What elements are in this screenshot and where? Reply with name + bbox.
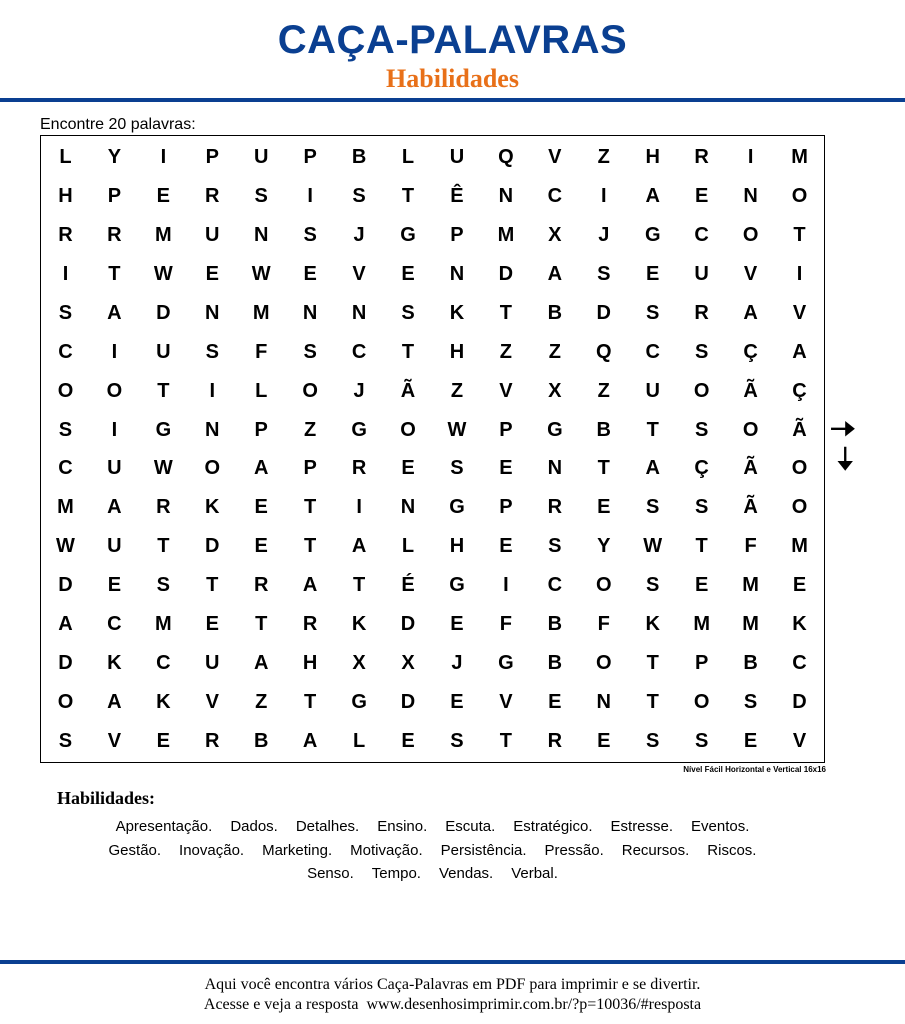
grid-cell[interactable]: E: [303, 263, 317, 286]
grid-cell[interactable]: O: [204, 457, 221, 480]
grid-cell[interactable]: J: [353, 379, 365, 402]
grid-cell[interactable]: E: [205, 612, 219, 635]
grid-cell[interactable]: T: [646, 418, 659, 441]
grid-cell[interactable]: O: [106, 379, 123, 402]
grid-cell[interactable]: Ã: [792, 418, 807, 441]
grid-cell[interactable]: B: [547, 651, 563, 674]
word-list-item: Senso.: [307, 865, 354, 882]
grid-cell[interactable]: M: [742, 574, 759, 597]
grid-cell[interactable]: S: [205, 340, 219, 363]
grid-cell[interactable]: G: [547, 418, 563, 441]
grid-cell[interactable]: R: [205, 185, 220, 208]
grid-cell[interactable]: S: [58, 729, 73, 752]
grid-cell[interactable]: P: [303, 457, 317, 480]
grid-cell[interactable]: E: [499, 457, 513, 480]
grid-cell[interactable]: T: [597, 457, 610, 480]
level-label: Nível Fácil Horizontal e Vertical 16x16: [683, 765, 826, 774]
grid-cell[interactable]: T: [304, 535, 317, 558]
word-list-item: Motivação.: [350, 841, 423, 859]
grid-cell[interactable]: I: [356, 496, 362, 519]
grid-cell[interactable]: E: [205, 263, 219, 286]
word-list-item: Eventos.: [691, 818, 750, 835]
grid-cell[interactable]: T: [304, 496, 317, 519]
grid-cell[interactable]: O: [400, 418, 416, 441]
grid-cell[interactable]: T: [157, 535, 170, 558]
grid-cell[interactable]: S: [450, 457, 464, 480]
grid-cell[interactable]: A: [792, 340, 807, 363]
grid-cell[interactable]: M: [155, 612, 172, 635]
grid-cell[interactable]: A: [253, 457, 269, 480]
grid-cell[interactable]: C: [694, 224, 709, 247]
footer: [0, 975, 905, 1015]
grid-cell[interactable]: R: [302, 612, 318, 635]
grid-cell[interactable]: F: [597, 612, 610, 635]
grid-cell[interactable]: S: [646, 574, 660, 597]
grid-cell[interactable]: A: [253, 651, 269, 674]
grid-cell[interactable]: E: [254, 535, 268, 558]
grid-cell[interactable]: E: [597, 729, 611, 752]
grid-cell[interactable]: R: [694, 146, 709, 169]
grid-cell[interactable]: Z: [597, 379, 610, 402]
grid-cell[interactable]: Ã: [743, 379, 758, 402]
grid-cell[interactable]: G: [644, 224, 661, 247]
grid-cell[interactable]: É: [401, 574, 415, 597]
grid-cell[interactable]: O: [742, 418, 759, 441]
grid-cell[interactable]: O: [57, 690, 74, 713]
grid-cell[interactable]: C: [645, 340, 660, 363]
grid-cell[interactable]: Z: [597, 146, 610, 169]
grid-cell[interactable]: V: [205, 690, 219, 713]
grid-cell[interactable]: P: [205, 146, 219, 169]
word-list-row: [40, 839, 825, 863]
word-list-item: Vendas.: [438, 865, 494, 882]
grid-cell[interactable]: E: [597, 496, 611, 519]
grid-cell[interactable]: F: [744, 535, 757, 558]
grid-cell[interactable]: A: [351, 535, 367, 558]
grid-cell[interactable]: L: [255, 379, 268, 402]
grid-cell[interactable]: T: [499, 729, 513, 752]
grid-cell[interactable]: A: [645, 185, 660, 208]
grid-cell[interactable]: R: [547, 729, 563, 752]
grid-cell[interactable]: Ç: [694, 457, 709, 480]
grid-cell[interactable]: G: [449, 496, 465, 519]
grid-cell[interactable]: R: [351, 457, 367, 480]
grid-cell[interactable]: T: [646, 690, 659, 713]
grid-cell[interactable]: A: [645, 457, 660, 480]
word-list-item: Riscos.: [707, 841, 757, 859]
word-list-item: Detalhes.: [295, 818, 360, 835]
word-list-item: Persistência.: [440, 841, 527, 859]
grid-cell[interactable]: W: [153, 263, 173, 286]
grid-cell[interactable]: C: [107, 612, 122, 635]
grid-cell[interactable]: B: [547, 612, 563, 635]
grid-cell[interactable]: V: [743, 263, 758, 286]
grid-cell[interactable]: D: [58, 651, 73, 674]
grid-cell[interactable]: I: [503, 574, 509, 597]
grid-cell[interactable]: D: [792, 690, 807, 713]
grid-cell[interactable]: Y: [107, 146, 122, 169]
grid-cell[interactable]: S: [548, 535, 562, 558]
word-list-item: Tempo.: [371, 865, 421, 882]
grid-cell[interactable]: L: [352, 729, 366, 752]
word-list-item: Estratégico.: [513, 818, 593, 835]
grid-cell[interactable]: P: [499, 496, 513, 519]
word-list-item: Dados.: [230, 818, 278, 835]
grid-cell[interactable]: V: [352, 263, 366, 286]
grid-cell[interactable]: W: [251, 263, 271, 286]
grid-cell[interactable]: E: [694, 574, 709, 597]
grid-cell[interactable]: P: [499, 418, 513, 441]
grid-cell[interactable]: E: [156, 185, 171, 208]
grid-cell[interactable]: U: [156, 340, 171, 363]
grid-cell[interactable]: G: [498, 651, 514, 674]
grid-cell[interactable]: D: [498, 263, 514, 286]
word-list-item: Marketing.: [262, 841, 333, 859]
grid-cell[interactable]: A: [58, 612, 73, 635]
grid-cell[interactable]: R: [547, 496, 563, 519]
grid-cell[interactable]: R: [694, 301, 709, 324]
grid-cell[interactable]: D: [400, 612, 416, 635]
arrow-down-icon: 🠣: [837, 443, 854, 476]
grid-cell[interactable]: G: [449, 574, 465, 597]
grid-cell[interactable]: H: [449, 535, 465, 558]
grid-cell[interactable]: E: [792, 574, 807, 597]
bottom-divider: [0, 960, 905, 964]
grid-cell[interactable]: T: [304, 690, 317, 713]
grid-cell[interactable]: E: [450, 690, 464, 713]
grid-cell[interactable]: X: [548, 224, 562, 247]
grid-cell[interactable]: K: [449, 301, 465, 324]
grid-cell[interactable]: Y: [597, 535, 611, 558]
grid-cell[interactable]: M: [155, 224, 172, 247]
grid-cell[interactable]: S: [743, 690, 758, 713]
grid-cell[interactable]: Ç: [792, 379, 807, 402]
grid-cell[interactable]: V: [792, 729, 807, 752]
grid-cell[interactable]: W: [447, 418, 467, 441]
grid-cell[interactable]: U: [107, 535, 122, 558]
grid-cell[interactable]: P: [254, 418, 268, 441]
grid-cell[interactable]: B: [596, 418, 611, 441]
grid-cell[interactable]: W: [56, 535, 75, 558]
grid-cell[interactable]: F: [255, 340, 268, 363]
grid-cell[interactable]: Ã: [400, 379, 416, 402]
grid-cell[interactable]: L: [59, 146, 72, 169]
grid-cell[interactable]: S: [694, 340, 709, 363]
grid-cell[interactable]: D: [596, 301, 611, 324]
grid-cell[interactable]: N: [449, 263, 465, 286]
grid-cell[interactable]: S: [303, 340, 317, 363]
grid-cell[interactable]: A: [743, 301, 758, 324]
word-list-item: Ensino.: [377, 818, 428, 835]
grid-cell[interactable]: N: [596, 690, 611, 713]
grid-cell[interactable]: V: [107, 729, 122, 752]
page-title: CAÇA-PALAVRAS: [277, 18, 628, 62]
grid-cell[interactable]: O: [596, 651, 612, 674]
grid-cell[interactable]: O: [791, 496, 808, 519]
grid-cell[interactable]: C: [351, 340, 367, 363]
grid-cell[interactable]: W: [153, 457, 173, 480]
footer-line-1: Aqui você encontra vários Caça-Palavras em PDF para imprimir e se divertir.: [204, 976, 701, 993]
word-list: [40, 815, 825, 886]
grid-cell[interactable]: C: [156, 651, 171, 674]
grid-cell[interactable]: I: [747, 146, 754, 169]
grid-cell[interactable]: M: [57, 496, 74, 519]
grid-cell[interactable]: K: [205, 496, 220, 519]
grid-cell[interactable]: E: [646, 263, 660, 286]
grid-cell[interactable]: K: [107, 651, 122, 674]
grid-cell[interactable]: T: [695, 535, 708, 558]
grid-cell[interactable]: H: [302, 651, 318, 674]
grid-cell[interactable]: N: [743, 185, 758, 208]
grid-cell[interactable]: F: [499, 612, 513, 635]
grid-cell[interactable]: N: [547, 457, 563, 480]
grid-cell[interactable]: G: [351, 690, 367, 713]
grid-cell[interactable]: S: [597, 263, 611, 286]
grid-cell[interactable]: K: [351, 612, 367, 635]
grid-cell[interactable]: S: [694, 729, 709, 752]
grid-cell[interactable]: I: [111, 340, 118, 363]
grid-cell[interactable]: C: [58, 457, 73, 480]
grid-cell[interactable]: G: [351, 418, 367, 441]
grid-cell[interactable]: Ç: [743, 340, 758, 363]
grid-cell[interactable]: U: [205, 651, 220, 674]
grid-cell[interactable]: S: [58, 301, 73, 324]
grid-cell[interactable]: U: [694, 263, 709, 286]
word-list-item: Verbal.: [511, 865, 558, 882]
grid-cell[interactable]: T: [255, 612, 268, 635]
grid-cell[interactable]: S: [58, 418, 73, 441]
word-list-item: Gestão.: [108, 841, 162, 859]
grid-cell[interactable]: T: [401, 340, 415, 363]
grid-cell[interactable]: S: [156, 574, 171, 597]
grid-cell[interactable]: Q: [498, 146, 514, 169]
grid-cell[interactable]: J: [451, 651, 463, 674]
grid-cell[interactable]: T: [352, 574, 366, 597]
word-list-item: Escuta.: [445, 818, 496, 835]
grid-cell[interactable]: S: [646, 729, 660, 752]
grid-cell[interactable]: M: [791, 146, 808, 169]
grid-cell[interactable]: X: [548, 379, 562, 402]
grid-cell[interactable]: A: [107, 301, 122, 324]
grid-cell[interactable]: P: [303, 146, 317, 169]
grid-cell[interactable]: U: [449, 146, 465, 169]
grid-cell[interactable]: M: [791, 535, 808, 558]
grid-cell[interactable]: J: [598, 224, 610, 247]
top-divider: [0, 98, 905, 102]
grid-cell[interactable]: G: [400, 224, 416, 247]
grid-cell[interactable]: Z: [304, 418, 317, 441]
grid-cell[interactable]: A: [107, 496, 122, 519]
grid-cell[interactable]: K: [645, 612, 660, 635]
grid-cell[interactable]: I: [307, 185, 313, 208]
grid-cell[interactable]: I: [209, 379, 216, 402]
page-subtitle: Habilidades: [386, 64, 519, 93]
grid-cell[interactable]: B: [547, 301, 563, 324]
grid-cell[interactable]: Ã: [743, 457, 758, 480]
grid-cell[interactable]: O: [57, 379, 74, 402]
footer-line-2: Acesse e veja a resposta www.desenhosimprimir.com.br/?p=10036/#resposta: [203, 996, 702, 1013]
word-list-item: Pressão.: [544, 841, 604, 859]
grid-cell[interactable]: I: [62, 263, 69, 286]
grid-cell[interactable]: P: [694, 651, 709, 674]
grid-cell[interactable]: R: [205, 729, 220, 752]
grid-cell[interactable]: O: [791, 457, 808, 480]
grid-cell[interactable]: A: [302, 574, 318, 597]
grid-cell[interactable]: S: [694, 418, 709, 441]
word-search-grid: [40, 135, 825, 763]
grid-cell[interactable]: O: [693, 690, 710, 713]
grid-cell[interactable]: V: [499, 379, 513, 402]
grid-cell[interactable]: X: [352, 651, 366, 674]
grid-cell[interactable]: G: [155, 418, 172, 441]
grid-cell[interactable]: C: [792, 651, 807, 674]
grid-cell[interactable]: N: [400, 496, 416, 519]
grid-cell[interactable]: T: [157, 379, 170, 402]
grid-cell[interactable]: S: [450, 729, 464, 752]
grid-cell[interactable]: E: [401, 457, 415, 480]
grid-cell[interactable]: O: [596, 574, 612, 597]
grid-cell[interactable]: B: [351, 146, 367, 169]
grid-cell[interactable]: R: [58, 224, 73, 247]
grid-cell[interactable]: H: [449, 340, 465, 363]
word-list-item: Estresse.: [610, 818, 674, 835]
grid-cell[interactable]: K: [156, 690, 171, 713]
grid-cell[interactable]: D: [156, 301, 171, 324]
grid-cell[interactable]: H: [58, 185, 73, 208]
grid-cell[interactable]: S: [646, 301, 660, 324]
grid-cell[interactable]: M: [252, 301, 270, 324]
grid-cell[interactable]: M: [497, 224, 515, 247]
grid-cell[interactable]: Ê: [450, 185, 464, 208]
grid-cell[interactable]: N: [253, 224, 269, 247]
grid-cell[interactable]: R: [156, 496, 171, 519]
grid-cell[interactable]: R: [253, 574, 269, 597]
word-list-title: Habilidades:: [57, 788, 156, 808]
grid-cell[interactable]: E: [743, 729, 758, 752]
grid-cell[interactable]: O: [302, 379, 318, 402]
grid-cell[interactable]: S: [254, 185, 268, 208]
grid-cell[interactable]: N: [302, 301, 318, 324]
grid-cell[interactable]: D: [58, 574, 73, 597]
grid-cell[interactable]: A: [302, 729, 318, 752]
grid-cell[interactable]: E: [450, 612, 464, 635]
grid-cell[interactable]: S: [401, 301, 415, 324]
grid-cell[interactable]: O: [791, 185, 808, 208]
grid-cell[interactable]: I: [601, 185, 607, 208]
grid-cell[interactable]: Q: [596, 340, 612, 363]
grid-cell[interactable]: P: [450, 224, 464, 247]
grid-cell[interactable]: L: [401, 535, 415, 558]
grid-cell[interactable]: Z: [499, 340, 513, 363]
grid-cell[interactable]: D: [205, 535, 220, 558]
grid-cell[interactable]: Z: [548, 340, 561, 363]
grid-cell[interactable]: C: [547, 185, 563, 208]
grid-cell[interactable]: E: [254, 496, 268, 519]
word-list-item: Recursos.: [621, 841, 690, 859]
word-list-item: Inovação.: [179, 841, 245, 859]
grid-cell[interactable]: N: [205, 301, 220, 324]
grid-cell[interactable]: S: [646, 496, 660, 519]
grid-cell[interactable]: I: [160, 146, 167, 169]
grid-cell[interactable]: K: [792, 612, 807, 635]
grid-cell[interactable]: E: [694, 185, 709, 208]
grid-cell[interactable]: M: [742, 612, 759, 635]
grid-cell[interactable]: V: [548, 146, 562, 169]
grid-cell[interactable]: V: [499, 690, 513, 713]
grid-cell[interactable]: I: [111, 418, 118, 441]
grid-cell[interactable]: T: [793, 224, 806, 247]
grid-cell[interactable]: N: [351, 301, 367, 324]
grid-cell[interactable]: T: [108, 263, 121, 286]
grid-cell[interactable]: S: [303, 224, 317, 247]
grid-cell[interactable]: E: [401, 263, 415, 286]
grid-cell[interactable]: U: [645, 379, 660, 402]
grid-cell[interactable]: P: [107, 185, 122, 208]
grid-cell[interactable]: H: [645, 146, 660, 169]
grid-cell[interactable]: E: [156, 729, 171, 752]
word-list-item: Apresentação.: [115, 818, 213, 835]
grid-cell[interactable]: E: [499, 535, 513, 558]
grid-cell[interactable]: E: [401, 729, 415, 752]
grid-cell[interactable]: N: [498, 185, 514, 208]
grid-cell[interactable]: U: [205, 224, 220, 247]
grid-cell[interactable]: E: [107, 574, 122, 597]
grid-cell[interactable]: T: [646, 651, 659, 674]
grid-cell[interactable]: Z: [255, 690, 268, 713]
grid-cell[interactable]: S: [694, 496, 709, 519]
grid-cell[interactable]: D: [400, 690, 416, 713]
grid-cell[interactable]: U: [107, 457, 122, 480]
grid-cell[interactable]: N: [205, 418, 220, 441]
grid-cell[interactable]: A: [547, 263, 563, 286]
grid-cell[interactable]: V: [792, 301, 807, 324]
grid-cell[interactable]: J: [353, 224, 365, 247]
grid-cell[interactable]: C: [547, 574, 563, 597]
grid-cell[interactable]: B: [743, 651, 758, 674]
grid-cell[interactable]: Z: [450, 379, 464, 402]
grid-cell[interactable]: Ã: [743, 496, 758, 519]
grid-cell[interactable]: O: [742, 224, 759, 247]
grid-cell[interactable]: W: [643, 535, 663, 558]
grid-cell[interactable]: B: [253, 729, 269, 752]
grid-cell[interactable]: U: [253, 146, 269, 169]
word-list-row: [40, 862, 825, 886]
grid-cell[interactable]: T: [206, 574, 219, 597]
grid-cell[interactable]: M: [693, 612, 710, 635]
grid-cell[interactable]: T: [401, 185, 415, 208]
instructions-text: Encontre 20 palavras:: [40, 116, 196, 133]
grid-cell[interactable]: O: [693, 379, 710, 402]
arrow-right-icon: 🠢: [830, 413, 856, 446]
grid-cell[interactable]: A: [107, 690, 122, 713]
word-list-row: [40, 815, 825, 839]
grid-cell[interactable]: C: [58, 340, 73, 363]
grid-cell[interactable]: X: [401, 651, 415, 674]
grid-cell[interactable]: T: [499, 301, 513, 324]
grid-cell[interactable]: I: [796, 263, 803, 286]
grid-cell[interactable]: L: [401, 146, 415, 169]
grid-cell[interactable]: R: [107, 224, 122, 247]
grid-cell[interactable]: S: [352, 185, 366, 208]
grid-cell[interactable]: E: [548, 690, 562, 713]
